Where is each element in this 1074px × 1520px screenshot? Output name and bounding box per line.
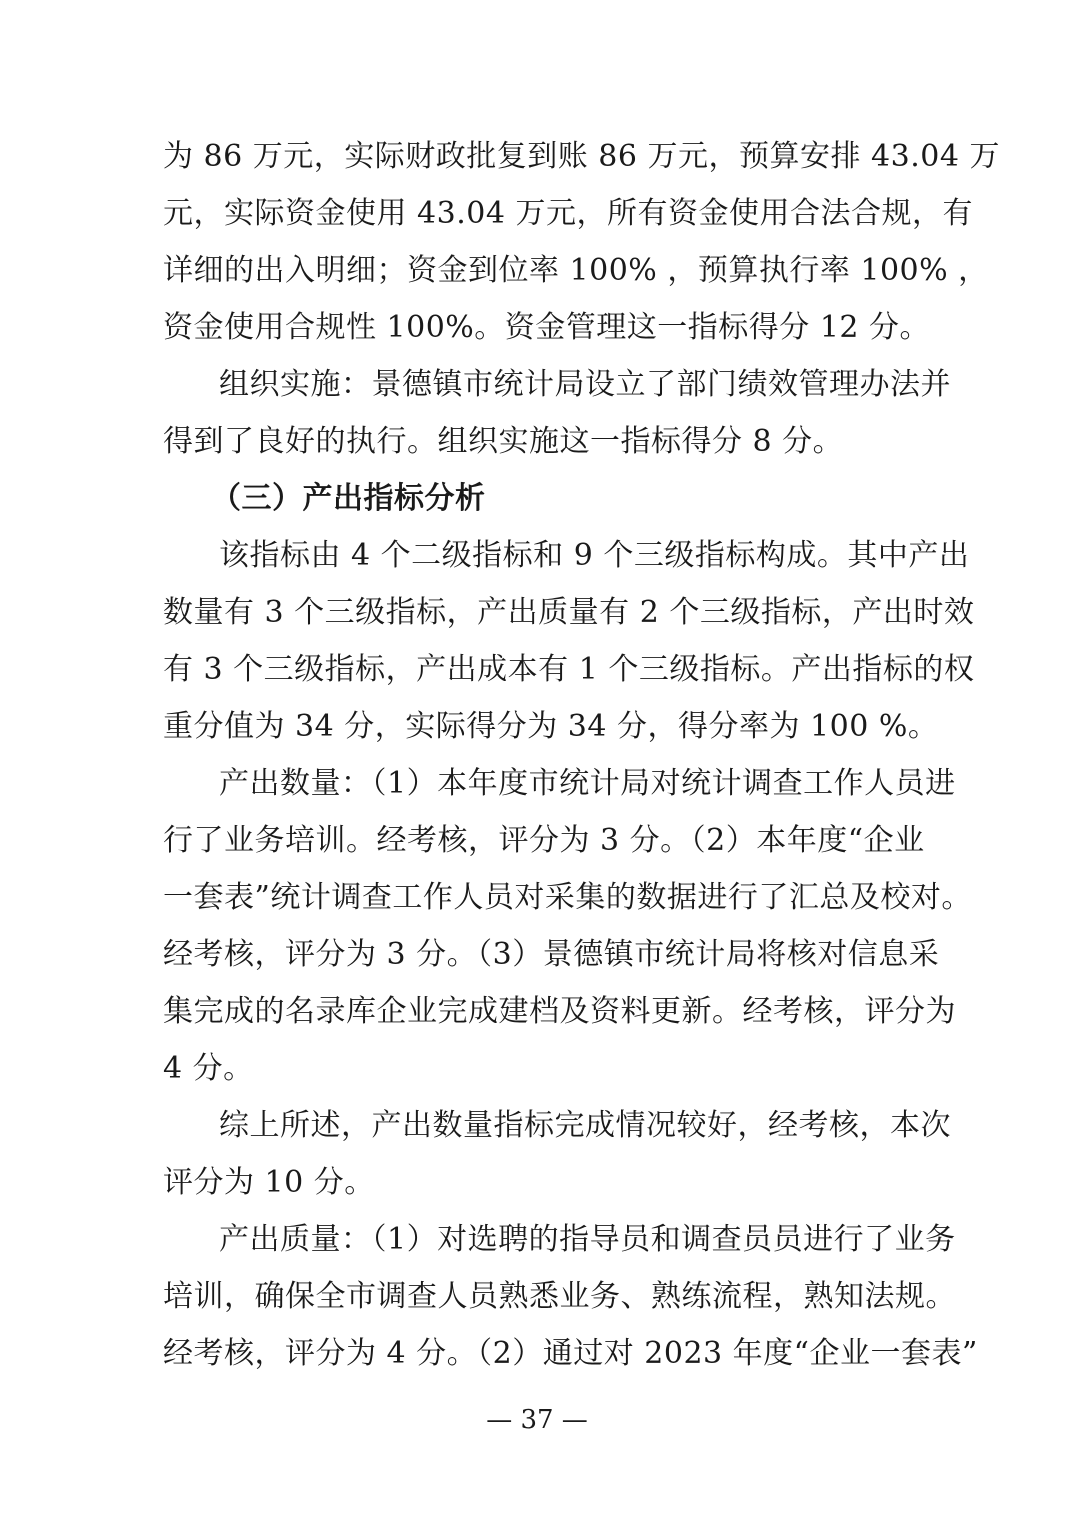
text-line: 为 86 万元，实际财政批复到账 86 万元，预算安排 43.04 万 (163, 139, 1000, 174)
text-line: 一套表”统计调查工作人员对采集的数据进行了汇总及校对。 (163, 880, 972, 915)
text-line: 培训，确保全市调查人员熟悉业务、熟练流程，熟知法规。 (163, 1279, 956, 1314)
text-line: 经考核，评分为 3 分。（3）景德镇市统计局将核对信息采 (163, 937, 940, 972)
text-line: 重分值为 34 分，实际得分为 34 分，得分率为 100 %。 (163, 709, 939, 744)
paragraph-start-line: 组织实施：景德镇市统计局设立了部门绩效管理办法并 (219, 367, 951, 402)
document-body (163, 128, 1000, 1382)
text-line: 经考核，评分为 4 分。（2）通过对 2023 年度“企业一套表” (163, 1336, 978, 1371)
text-line: 行了业务培训。经考核，评分为 3 分。（2）本年度“企业 (163, 823, 925, 858)
paragraph-start-line: 产出数量：（1）本年度市统计局对统计调查工作人员进 (219, 766, 956, 801)
paragraph-start-line: 该指标由 4 个二级指标和 9 个三级指标构成。其中产出 (219, 538, 970, 573)
section-heading: （三）产出指标分析 (211, 481, 486, 516)
text-line: 数量有 3 个三级指标，产出质量有 2 个三级指标，产出时效 (163, 595, 975, 630)
paragraph-start-line: 产出质量：（1）对选聘的指导员和调查员员进行了业务 (219, 1222, 956, 1257)
page-number: — 37 — (486, 1405, 588, 1435)
text-line: 元，实际资金使用 43.04 万元，所有资金使用合法合规，有 (163, 196, 973, 231)
text-line: 集完成的名录库企业完成建档及资料更新。经考核，评分为 (163, 994, 956, 1029)
text-line: 评分为 10 分。 (163, 1165, 375, 1200)
text-line: 4 分。 (163, 1051, 254, 1086)
paragraph-start-line: 综上所述，产出数量指标完成情况较好，经考核，本次 (219, 1108, 951, 1143)
text-line: 有 3 个三级指标，产出成本有 1 个三级指标。产出指标的权 (163, 652, 975, 687)
text-line: 详细的出入明细；资金到位率 100% ，预算执行率 100% ， (163, 253, 989, 288)
text-line: 资金使用合规性 100%。资金管理这一指标得分 12 分。 (163, 310, 931, 345)
text-line: 得到了良好的执行。组织实施这一指标得分 8 分。 (163, 424, 844, 459)
